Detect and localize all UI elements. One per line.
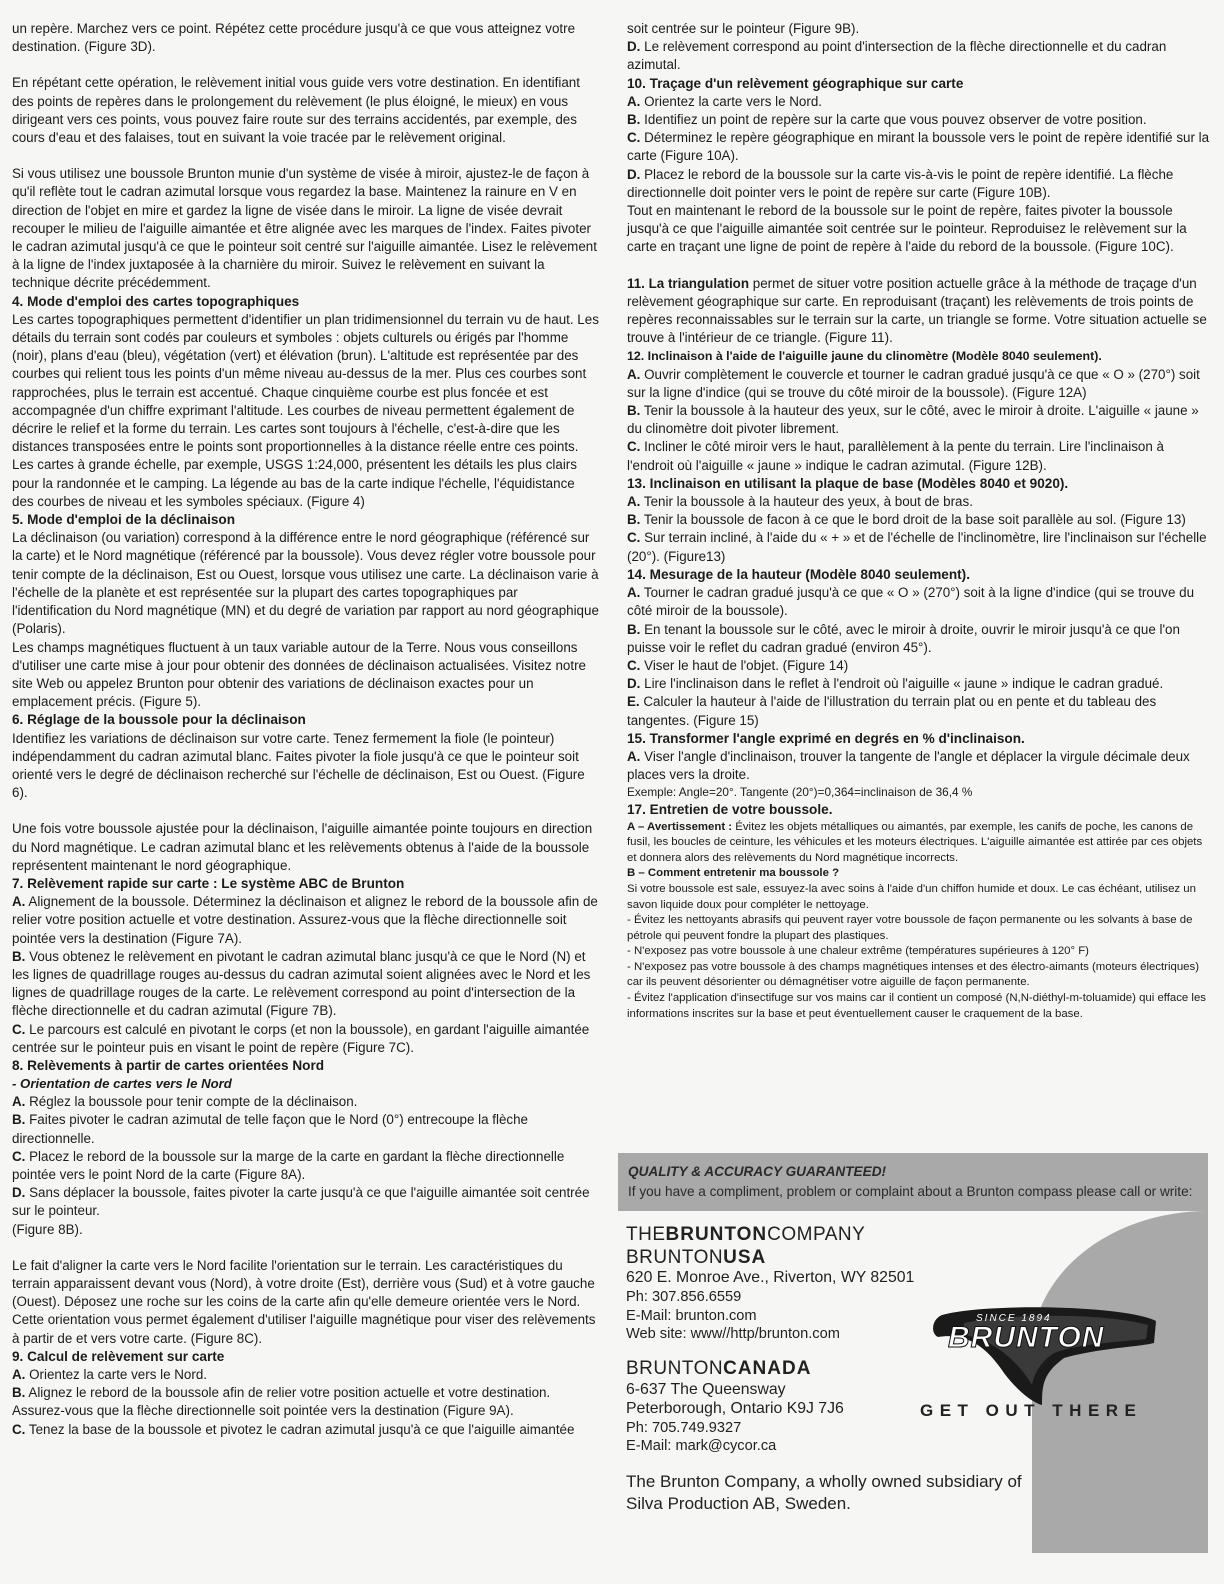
section-7-step-a (12, 893, 600, 948)
section-6-body-2: Une fois votre boussole ajustée pour la déclinaison, l'aiguille aimantée pointe toujours en direction du Nord magnétique. Le cadran azimutal blanc et les relèvements obtenus à l'aide de la boussole représentent maintenant le nord géographique. (12, 821, 593, 873)
step-letter: C. (12, 1421, 26, 1437)
step-text: Tenir la boussole à la hauteur des yeux, à bout de bras. (640, 494, 973, 510)
usa-street: 620 E. Monroe Ave., Riverton, WY 82501 (626, 1269, 915, 1286)
section-10-step-c (627, 129, 1213, 165)
step-text: Identifiez un point de repère sur la carte que vous pouvez observer de votre position. (640, 112, 1147, 128)
canada-street: 6-637 The Queensway (626, 1381, 786, 1398)
usa-suffix: USA (723, 1247, 767, 1268)
section-17-care-title: B – Comment entretenir ma boussole ? (627, 867, 840, 880)
section-10-title: 10. Traçage d'un relèvement géographique sur carte (627, 75, 964, 91)
contact-banner (618, 1153, 1208, 1211)
section-6-body-1: Identifiez les variations de déclinaison sur votre carte. Tenez fermement la fiole (le pointeur) indépendamment du cadran azimutal blanc. Faites pivoter la fiole jusqu'à ce que le pointeur soit orienté vers le degré de déclinaison recherché sur l'échelle de déclinaison, Est ou Ouest. (Figure 6). (12, 730, 585, 801)
step-letter: D. (627, 676, 641, 692)
step-letter: D. (12, 1185, 26, 1201)
step-letter: B. (627, 112, 641, 128)
warning-text: Évitez les objets métalliques ou aimantés, par exemple, les canifs de poche, les canons de fusil, les boucles de ceinture, les véhicules et les moteurs électriques. L'aiguille aimantée est attirée par ces objets et donnera alors des relèvements du Nord magnétique incorrects. (627, 820, 1203, 864)
step-text: Sans déplacer la boussole, faites pivoter la carte jusqu'à ce que l'aiguille aimantée soit centrée sur le pointeur. (12, 1185, 590, 1219)
intro-paragraph-3: Si vous utilisez une boussole Brunton munie d'un système de visée à miroir, ajustez-le de façon à qu'il reflète tout le cadran azimutal lorsque vous regardez la base. Maintenez la rainure en V en direction de l'objet en mire et gardez la ligne de visée dans le miroir. La ligne de visée devrait recouper le milieu de l'aiguille aimantée et être alignée avec les marques de l'index. Faites pivoter le cadran azimutal jusqu'à ce que le pointeur soit centré sur l'aiguille aimantée. Lisez le relèvement à la ligne de l'index juxtaposée à la charnière du miroir. Suivez le relèvement en suivant la technique décrite précédemment. (12, 166, 597, 291)
section-14-title: 14. Mesurage de la hauteur (Modèle 8040 seulement). (627, 566, 970, 582)
section-12-step-c (627, 438, 1213, 474)
step-text: Lire l'inclinaison dans le reflet à l'endroit où l'aiguille « jaune » indique le cadran gradué. (640, 676, 1164, 692)
continued-paragraph: soit centrée sur le pointeur (Figure 9B). (627, 21, 860, 36)
step-letter: B. (12, 1385, 26, 1401)
subsidiary-note (626, 1471, 1022, 1515)
canada-phone: Ph: 705.749.9327 (626, 1419, 742, 1436)
brunton-logo (924, 1303, 1162, 1413)
section-4-title: 4. Mode d'emploi des cartes topographiques (12, 293, 300, 309)
section-11-title: 11. La triangulation (627, 275, 750, 291)
section-6-title: 6. Réglage de la boussole pour la déclinaison (12, 712, 306, 728)
company-company: COMPANY (767, 1224, 866, 1245)
section-8-step-c (12, 1148, 600, 1184)
step-letter: C. (627, 439, 641, 455)
step-text: Tourner le cadran gradué jusqu'à ce que « O » (270°) soit à la ligne d'indice (qui se trouve du côté miroir de la boussole). (627, 585, 1195, 619)
section-10-step-d (627, 166, 1213, 202)
section-11-body: permet de situer votre position actuelle grâce à la méthode de traçage d'un relèvement géographique sur carte. En reproduisant (traçant) les relèvements de trois points de repères reconnaissables sur le terrain sur la carte, un triangle se forme. Votre situation actuelle se trouve à l'intérieur de ce triangle. (Figure 11). (627, 275, 1207, 346)
section-12-step-a (627, 366, 1213, 402)
section-7-step-c (12, 1021, 600, 1057)
section-9-title: 9. Calcul de relèvement sur carte (12, 1348, 225, 1364)
canada-city: Peterborough, Ontario K9J 7J6 (626, 1399, 844, 1417)
step-letter: C. (627, 130, 641, 146)
canada-address-block (626, 1381, 844, 1456)
company-the: THE (626, 1224, 666, 1245)
section-17-title: 17. Entretien de votre boussole. (627, 802, 833, 818)
section-14-step-e (627, 693, 1213, 729)
step-text: Tenez la base de la boussole et pivotez le cadran azimutal jusqu'à ce que l'aiguille aimantée (25, 1421, 575, 1437)
section-9-step-c (12, 1421, 600, 1439)
section-8-step-b (12, 1111, 600, 1147)
intro-paragraph-1: un repère. Marchez vers ce point. Répétez cette procédure jusqu'à ce que vous atteignez votre destination. (Figure 3D). (12, 21, 576, 55)
care-item-3: - N'exposez pas votre boussole à une chaleur extrême (températures supérieures à 120° F) (627, 945, 1089, 958)
section-11-paragraph (627, 275, 1213, 348)
step-letter: E. (627, 694, 640, 710)
logo-since-text: SINCE 1894 (976, 1313, 1052, 1324)
section-13-step-a (627, 493, 1213, 511)
care-item-4: - N'exposez pas votre boussole à des champs magnétiques intenses et des électro-aimants (moteurs électriques) car ils peuvent désorienter ou démagnétiser votre aiguille de façon permanente. (627, 960, 1199, 989)
step-text: En tenant la boussole sur le côté, avec le miroir à droite, ouvrir le miroir jusqu'à ce que l'on puisse voir le reflet du cadran gradué (environ 45°). (627, 621, 1180, 655)
logo-brand-text: BRUNTON (948, 1321, 1105, 1354)
section-8-title: 8. Relèvements à partir de cartes orientées Nord (12, 1057, 325, 1073)
step-letter: A. (627, 93, 641, 109)
care-item-2: - Évitez les nettoyants abrasifs qui peuvent rayer votre boussole de façon permanente ou les solvants à base de pétrole qui peuvent fondre la plupart des plastiques. (627, 914, 1193, 942)
canada-brunton: BRUNTON (626, 1358, 724, 1379)
step-text: Placez le rebord de la boussole sur la marge de la carte en gardant la flèche directionnelle pointée vers le point Nord de la carte (Figure 8A). (12, 1148, 565, 1182)
step-text: Le relèvement correspond au point d'intersection de la flèche directionnelle et du cadran azimutal. (627, 39, 1167, 73)
quality-guarantee-title: QUALITY & ACCURACY GUARANTEED! (628, 1164, 887, 1179)
step-letter: D. (627, 166, 641, 182)
step-letter: A. (12, 894, 26, 910)
step-text: Vous obtenez le relèvement en pivotant le cadran azimutal blanc jusqu'à ce que le Nord (N) et les lignes de quadrillage rouges au-dessus du cadran azimutal soient alignées avec le Nord et les lignes de quadrillage rouges de la carte. Le relèvement correspond au point d'intersection de la flèche directionnelle et du cadran azimutal (Figure 7B). (12, 948, 591, 1019)
usa-office-name (626, 1249, 766, 1267)
step-text: Incliner le côté miroir vers le haut, parallèlement à la pente du terrain. Lire l'inclinaison à l'endroit où l'aiguille « jaune » indique le cadran azimutal. (Figure 12B). (627, 439, 1164, 473)
step-letter: B. (627, 512, 641, 528)
section-15-title: 15. Transformer l'angle exprimé en degrés en % d'inclinaison. (627, 730, 1025, 746)
canada-suffix: CANADA (723, 1358, 812, 1379)
section-14-step-a (627, 584, 1213, 620)
step-letter: A. (627, 585, 641, 601)
section-15-example: Exemple: Angle=20°. Tangente (20°)=0,364=inclinaison de 36,4 % (627, 785, 973, 800)
section-12-step-b (627, 402, 1213, 438)
section-13-step-b (627, 511, 1213, 529)
step-text: Orientez la carte vers le Nord. (640, 93, 822, 109)
section-8-subtitle: - Orientation de cartes vers le Nord (12, 1076, 232, 1092)
step-text: Tenir la boussole de facon à ce que le bord droit de la base soit parallèle au sol. (Figure 13) (640, 512, 1186, 528)
section-8-figure-ref: (Figure 8B). (12, 1221, 83, 1237)
logo-tagline: GET OUT THERE (920, 1401, 1143, 1420)
left-column (12, 20, 600, 1439)
section-8-step-d (12, 1184, 600, 1220)
section-4-body: Les cartes topographiques permettent d'identifier un plan tridimensionnel du terrain vu de haut. Les détails du terrain sont codés par couleurs et symboles : objets culturels ou érigés par l'homme (noir), plans d'eau (bleu), végétation (vert) et élévation (brun). L'altitude est représentée par des courbes qui relient tous les points d'un même niveau au-dessus de la mer. Plus ces courbes sont rapprochées, plus le terrain est accentué. Chaque cinquième courbe est plus foncée et est accompagnée d'un chiffre exprimant l'altitude. Les courbes de niveau permettent également de décrire le relief et la forme du terrain. Les cartes sont toujours à l'échelle, c'est-à-dire que les distances transposées entre le points sont proportionnelles à la distance réelle entre ces points. Les cartes à grande échelle, par exemple, USGS 1:24,000, présentent les détails les plus clairs pour la randonnée et le camping. La légende au bas de la carte indique l'échelle, l'équidistance des courbes de niveau et les symboles spéciaux. (Figure 4) (12, 311, 599, 509)
step-letter: C. (627, 657, 641, 673)
step-text: Ouvrir complètement le couvercle et tourner le cadran gradué jusqu'à ce que « O » (270°) soit sur la ligne d'indice (qui se trouve du côté miroir de la boussole). (Figure 12A) (627, 366, 1200, 400)
step-text: Placez le rebord de la boussole sur la carte vis-à-vis le point de repère identifié. La flèche directionnelle doit pointer vers le point de repère sur carte (Figure 10B). (627, 166, 1174, 200)
step-letter: B. (627, 621, 641, 637)
warning-label: A – Avertissement : (627, 820, 733, 833)
canada-email: E-Mail: mark@cycor.ca (626, 1438, 777, 1455)
step-letter: C. (12, 1021, 26, 1037)
care-item-1: Si votre boussole est sale, essuyez-la avec soins à l'aide d'un chiffon humide et doux. Le cas échéant, utilisez un savon liquide doux pour compléter le nettoyage. (627, 882, 1196, 911)
intro-paragraph-2: En répétant cette opération, le relèvement initial vous guide vers votre destination. En identifiant des points de repères dans le prolongement du relèvement (le plus éloigné, le mieux) en vous dirigeant vers ces points, vous pouvez faire route sur des terrains accidentés, par exemple, des cours d'eau et des falaises, tout en suivant la voie tracée par le relèvement original. (12, 75, 580, 146)
step-letter: B. (12, 1112, 26, 1128)
section-9-step-d (627, 38, 1213, 74)
step-text: Alignez le rebord de la boussole afin de relier votre position actuelle et votre destination. Assurez-vous que la flèche directionnelle soit pointée vers la destination (Figure 9A). (12, 1385, 551, 1419)
step-text: Viser le haut de l'objet. (Figure 14) (640, 657, 849, 673)
section-10-step-b (627, 111, 1213, 129)
step-text: Calculer la hauteur à l'aide de l'illustration du terrain plat ou en pente et du tableau des tangentes. (Figure 15) (627, 694, 1157, 728)
company-brunton: BRUNTON (665, 1224, 768, 1245)
step-letter: A. (627, 366, 641, 382)
right-column (627, 20, 1213, 1022)
subsidiary-note-line-1: The Brunton Company, a wholly owned subsidiary of (626, 1472, 1022, 1491)
usa-email: E-Mail: brunton.com (626, 1307, 757, 1324)
contact-box (618, 1153, 1208, 1553)
care-item-5: - Évitez l'application d'insectifuge sur vos mains car il contient un composé (N,N-diéthyl-m-toluamide) qui efface les informations inscrites sur la base et peut éventuellement causer le craquement de la base. (627, 992, 1206, 1020)
section-9-step-a (12, 1366, 600, 1384)
step-text: Sur terrain incliné, à l'aide du « + » et de l'échelle de l'inclinomètre, lire l'inclinaison sur l'échelle (20°). (Figure13) (627, 530, 1207, 564)
step-letter: B. (12, 948, 26, 964)
step-letter: A. (627, 748, 641, 764)
step-text: Réglez la boussole pour tenir compte de la déclinaison. (25, 1094, 358, 1110)
usa-address-block (626, 1269, 914, 1344)
section-7-title: 7. Relèvement rapide sur carte : Le système ABC de Brunton (12, 875, 405, 891)
company-name (626, 1226, 865, 1244)
subsidiary-note-line-2: Silva Production AB, Sweden. (626, 1494, 851, 1513)
section-8-body: Le fait d'aligner la carte vers le Nord facilite l'orientation sur le terrain. Les caractéristiques du terrain apparaissent devant vous (Nord), à votre droite (Est), derrière vous (Sud) et à votre gauche (Ouest). Déposez une roche sur les coins de la carte afin qu'elle demeure orientée vers le Nord. Cette orientation vous permet également d'utiliser l'aiguille magnétique pour viser des relèvements à partir de et vers votre carte. (Figure 8C). (12, 1257, 596, 1346)
step-text: Orientez la carte vers le Nord. (25, 1367, 207, 1383)
section-5-body-2: Les champs magnétiques fluctuent à un taux variable autour de la Terre. Nous vous conseillons d'utiliser une carte mise à jour pour obtenir des données de déclinaison actualisées. Visitez notre site Web ou appelez Brunton pour obtenir des variations de déclinaison exactes pour un emplacement précis. (Figure 5). (12, 639, 586, 710)
step-text: Le parcours est calculé en pivotant le corps (et non la boussole), en gardant l'aiguille aimantée centrée sur le pointeur puis en visant le point de repère (Figure 7C). (12, 1021, 590, 1055)
canada-office-name (626, 1360, 811, 1378)
section-17-warning (627, 820, 1213, 867)
usa-brunton: BRUNTON (626, 1247, 724, 1268)
step-letter: B. (627, 403, 641, 419)
section-14-step-c (627, 657, 1213, 675)
section-8-step-a (12, 1093, 600, 1111)
step-letter: C. (12, 1148, 26, 1164)
section-13-title: 13. Inclinaison en utilisant la plaque de base (Modèles 8040 et 9020). (627, 475, 1069, 491)
section-13-step-c (627, 529, 1213, 565)
step-text: Déterminez le repère géographique en mirant la boussole vers le point de repère identifié sur la carte (Figure 10A). (627, 130, 1210, 164)
step-text: Alignement de la boussole. Déterminez la déclinaison et alignez le rebord de la boussole afin de relier votre position actuelle et votre destination. Assurez-vous que la flèche directionnelle soit pointée vers la destination (Figure 7A). (12, 894, 598, 946)
section-10-body: Tout en maintenant le rebord de la boussole sur le point de repère, faites pivoter la boussole jusqu'à ce que l'aiguille aimantée soit centrée sur le pointeur. Reproduisez le relèvement sur la carte en traçant une ligne de point de repère à l'aide du rebord de la boussole. (Figure 10C). (627, 203, 1187, 255)
step-letter: C. (627, 530, 641, 546)
step-text: Tenir la boussole à la hauteur des yeux, sur le côté, avec le miroir à droite. L'aiguille « jaune » du clinomètre doit pivoter librement. (627, 403, 1199, 437)
step-letter: A. (12, 1094, 26, 1110)
usa-website: Web site: www//http/brunton.com (626, 1326, 840, 1343)
section-14-step-d (627, 675, 1213, 693)
usa-phone: Ph: 307.856.6559 (626, 1288, 742, 1305)
step-text: Viser l'angle d'inclinaison, trouver la tangente de l'angle et déplacer la virgule décimale deux places vers la droite. (627, 748, 1190, 783)
section-5-body-1: La déclinaison (ou variation) correspond à la différence entre le nord géographique (référencé sur la carte) et le Nord magnétique (référencé par la boussole). Vous devez régler votre boussole pour tenir compte de la déclinaison, Est ou Ouest, lorsque vous utilisez une carte. La déclinaison varie à l'échelle de la planète et est représentée sur la plupart des cartes topographiques par l'identification du Nord magnétique (MN) et du degré de variation par rapport au nord géographique (Polaris). (12, 530, 599, 637)
section-10-step-a (627, 93, 1213, 111)
section-12-title: 12. Inclinaison à l'aide de l'aiguille jaune du clinomètre (Modèle 8040 seulement). (627, 349, 1102, 364)
section-5-title: 5. Mode d'emploi de la déclinaison (12, 512, 236, 528)
step-letter: A. (12, 1367, 26, 1383)
step-letter: D. (627, 39, 641, 55)
quality-guarantee-text: If you have a compliment, problem or complaint about a Brunton compass please call or write: (628, 1184, 1193, 1199)
step-text: Faites pivoter le cadran azimutal de telle façon que le Nord (0°) entrecoupe la flèche directionnelle. (12, 1112, 528, 1146)
section-15-step-a (627, 748, 1213, 784)
section-9-step-b (12, 1384, 600, 1420)
section-14-step-b (627, 621, 1213, 657)
step-letter: A. (627, 494, 641, 510)
section-7-step-b (12, 948, 600, 1021)
